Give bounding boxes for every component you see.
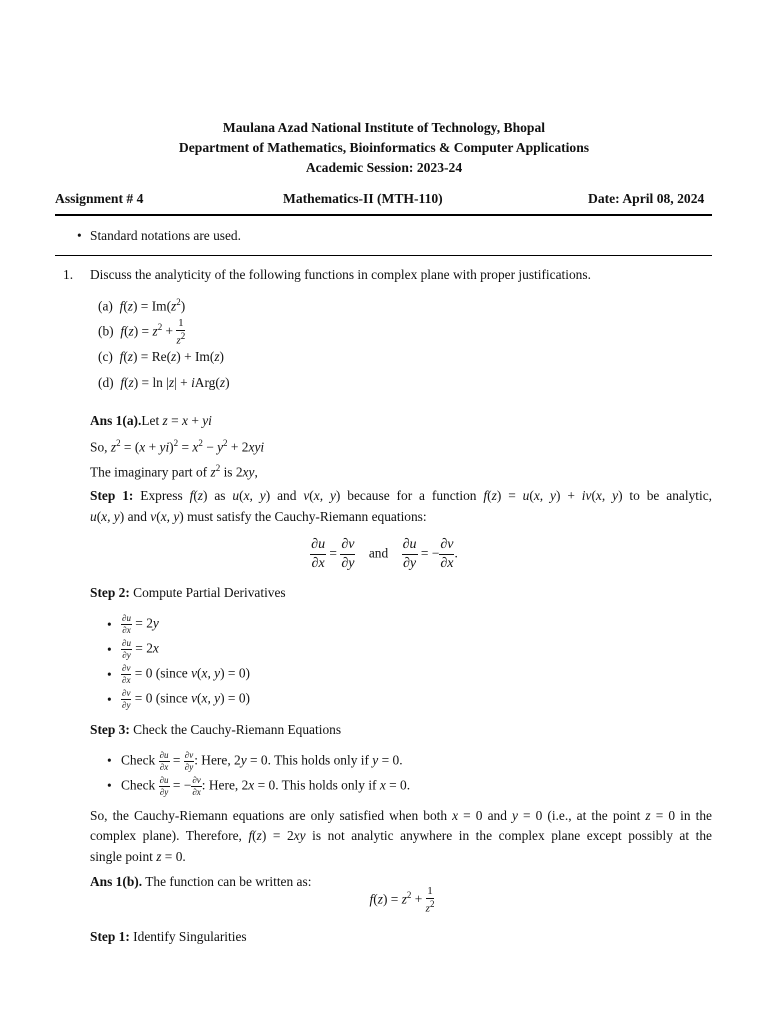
ans-1b-step1: Step 1: Identify Singularities: [90, 929, 247, 944]
bullet: •: [107, 778, 112, 793]
bullet: •: [107, 642, 112, 657]
ans-1a-square: So, $z^2 = (x + yi)^2 = x^2 - y^2 + 2xyi$: [90, 438, 265, 455]
bullet: •: [107, 692, 112, 707]
step2-heading: Step 2: Compute Partial Derivatives: [90, 585, 286, 600]
conclusion-line3: single point z = 0.: [90, 849, 186, 864]
partial-ux: $\frac{\partial u}{\partial x}$ = 2y: [122, 613, 159, 635]
ans-1b-intro: Ans 1(b). The function can be written as:: [90, 874, 312, 889]
step3-heading: Step 3: Check the Cauchy-Riemann Equations: [90, 722, 342, 737]
part-c: (c) f(z) = Re(z) + Im(z): [98, 349, 224, 364]
step1-line2: u(x, y) and v(x, y) must satisfy the Cauchy-Riemann equations:: [90, 509, 427, 524]
course-name: Mathematics-II (MTH-110): [283, 191, 443, 206]
assignment-date: Date: April 08, 2024: [588, 191, 705, 206]
part-a: (a) $f(z) = Im(z^2)$: [98, 297, 186, 314]
partial-uy: $\frac{\partial u}{\partial y}$ = 2x: [122, 638, 159, 660]
part-b: (b) $f(z) = z^2$ + $\frac{1}{z^2}$: [98, 317, 186, 347]
session-title: Academic Session: 2023-24: [305, 160, 463, 175]
partial-vx: $\frac{\partial v}{\partial x}$ = 0 (since v(x, y) = 0): [122, 663, 250, 685]
partial-vy: $\frac{\partial v}{\partial y}$ = 0 (since v(x, y) = 0): [122, 688, 250, 710]
ans-1a-imag: The imaginary part of $z^2$ is 2xy,: [90, 463, 258, 480]
check-cr-2: Check $\frac{\partial u}{\partial y}$ = − $\frac{\partial v}{\partial x}$ : Here, 2x = 0. This holds only if x = 0.: [121, 775, 411, 797]
ans-1a-intro: Ans 1(a).Let z = x + yi: [90, 413, 212, 428]
part-label: (b): [98, 323, 114, 339]
conclusion-line1: So, the Cauchy-Riemann equations are only satisfied when both x = 0 and y = 0 (i.e., at the point z = 0 in the: [90, 808, 712, 823]
part-label: (d): [98, 375, 114, 390]
bullet: •: [107, 753, 112, 768]
check-cr-1: Check $\frac{\partial u}{\partial x}$ = $\frac{\partial v}{\partial y}$ : Here, 2y = 0. This holds only if y = 0.: [121, 750, 403, 772]
part-label: (a): [98, 298, 113, 314]
conclusion-line2: complex plane). Therefore, f(z) = 2xy is not analytic anywhere in the complex plane except possibly at the: [90, 828, 712, 843]
assignment-number: Assignment # 4: [55, 191, 144, 206]
bullet: •: [77, 228, 82, 243]
ans-1b-function: $f(z) = z^2$ + $\frac{1}{z^2}$: [369, 885, 435, 915]
step1-line1: Step 1: Express f(z) as u(x, y) and v(x, y) because for a function f(z) = u(x, y) + iv(x, y) to be analytic,: [90, 488, 712, 503]
cauchy-riemann-equations: $\frac{\partial u}{\partial x}$ = $\frac{\partial v}{\partial y}$ and $\frac{\partial u}{\partial y}$ = − $\frac{\partial v}{\partial x}$ .: [311, 537, 458, 571]
institute-title: Maulana Azad National Institute of Technology, Bhopal: [222, 120, 546, 135]
note-text: Standard notations are used.: [90, 228, 241, 243]
bullet: •: [107, 617, 112, 632]
part-label: (c): [98, 349, 113, 364]
department-title: Department of Mathematics, Bioinformatics & Computer Applications: [178, 140, 590, 155]
bullet: •: [107, 667, 112, 682]
header-rule: [55, 214, 712, 216]
question-number: 1.: [63, 267, 74, 282]
part-d: (d) f(z) = ln |z| + iArg(z): [98, 375, 230, 390]
notes-rule: [55, 255, 712, 256]
question-text: Discuss the analyticity of the following functions in complex plane with proper justifications.: [90, 267, 591, 282]
